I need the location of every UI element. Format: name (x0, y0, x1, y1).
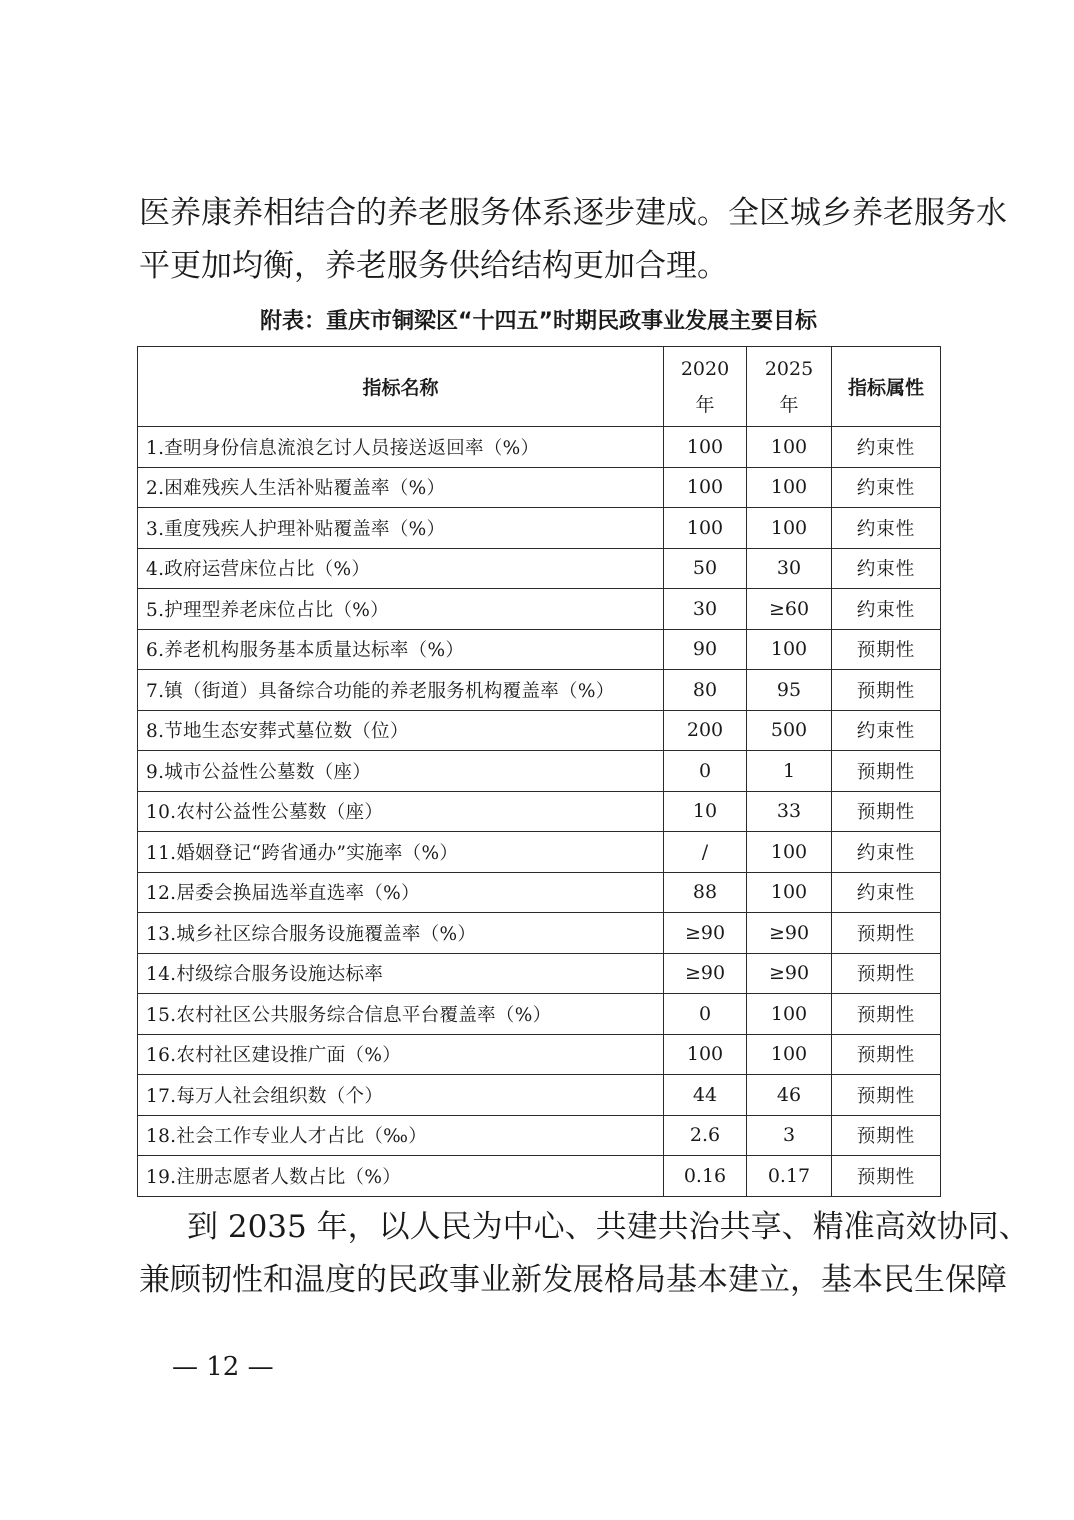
table-row (138, 589, 941, 630)
table-row (138, 427, 941, 468)
value-2025-cell: 100 (747, 427, 832, 468)
value-2020-cell: 0 (664, 751, 747, 792)
table-row (138, 508, 941, 549)
value-2020-cell: 0 (664, 994, 747, 1035)
value-2025-cell: 100 (747, 508, 832, 549)
header-year-2025-unit: 年 (779, 393, 799, 416)
indicator-attribute-cell: 预期性 (832, 1115, 941, 1156)
indicator-name-cell: 12.居委会换届选举直选率（%） (138, 872, 664, 913)
value-2025-cell: 33 (747, 791, 832, 832)
indicator-attribute-cell: 预期性 (832, 1075, 941, 1116)
value-2020-cell: 80 (664, 670, 747, 711)
table-title: 附表：重庆市铜梁区“十四五”时期民政事业发展主要目标 (260, 309, 817, 334)
indicator-name-cell: 3.重度残疾人护理补贴覆盖率（%） (138, 508, 664, 549)
targets-table (137, 346, 941, 1197)
closing-line-2: 兼顾韧性和温度的民政事业新发展格局基本建立，基本民生保障 (139, 1262, 1007, 1298)
indicator-attribute-cell: 预期性 (832, 751, 941, 792)
table-row (138, 994, 941, 1035)
table-row (138, 548, 941, 589)
table-header-row (138, 347, 941, 427)
value-2020-cell: 44 (664, 1075, 747, 1116)
indicator-name-cell: 1.查明身份信息流浪乞讨人员接送返回率（%） (138, 427, 664, 468)
indicator-name-cell: 7.镇（街道）具备综合功能的养老服务机构覆盖率（%） (138, 670, 664, 711)
header-year-2025 (747, 347, 832, 427)
value-2020-cell: 100 (664, 508, 747, 549)
indicator-name-cell: 4.政府运营床位占比（%） (138, 548, 664, 589)
value-2020-cell: 100 (664, 1034, 747, 1075)
value-2020-cell: ≥90 (664, 953, 747, 994)
indicator-name-cell: 18.社会工作专业人才占比（‰） (138, 1115, 664, 1156)
header-year-2020-number: 2020 (680, 357, 730, 380)
indicator-name-cell: 17.每万人社会组织数（个） (138, 1075, 664, 1116)
table-row (138, 1156, 941, 1197)
value-2025-cell: 500 (747, 710, 832, 751)
indicator-attribute-cell: 约束性 (832, 508, 941, 549)
indicator-attribute-cell: 约束性 (832, 548, 941, 589)
indicator-name-cell: 8.节地生态安葬式墓位数（位） (138, 710, 664, 751)
value-2025-cell: 100 (747, 1034, 832, 1075)
intro-line-1: 医养康养相结合的养老服务体系逐步建成。全区城乡养老服务水 (139, 195, 1007, 231)
value-2025-cell: ≥60 (747, 589, 832, 630)
value-2020-cell: 200 (664, 710, 747, 751)
table-row (138, 913, 941, 954)
table-row (138, 832, 941, 873)
value-2025-cell: 30 (747, 548, 832, 589)
value-2025-cell: 100 (747, 832, 832, 873)
indicator-name-cell: 10.农村公益性公墓数（座） (138, 791, 664, 832)
table-row (138, 1115, 941, 1156)
indicator-name-cell: 11.婚姻登记“跨省通办”实施率（%） (138, 832, 664, 873)
table-row (138, 953, 941, 994)
value-2020-cell: 50 (664, 548, 747, 589)
table-row (138, 1034, 941, 1075)
indicator-name-cell: 13.城乡社区综合服务设施覆盖率（%） (138, 913, 664, 954)
indicator-attribute-cell: 约束性 (832, 832, 941, 873)
table-body (138, 427, 941, 1197)
indicator-name-cell: 6.养老机构服务基本质量达标率（%） (138, 629, 664, 670)
indicator-name-cell: 19.注册志愿者人数占比（%） (138, 1156, 664, 1197)
value-2020-cell: ≥90 (664, 913, 747, 954)
indicator-attribute-cell: 约束性 (832, 467, 941, 508)
value-2020-cell: 0.16 (664, 1156, 747, 1197)
indicator-name-cell: 9.城市公益性公墓数（座） (138, 751, 664, 792)
value-2025-cell: 100 (747, 467, 832, 508)
table-row (138, 629, 941, 670)
indicator-name-cell: 15.农村社区公共服务综合信息平台覆盖率（%） (138, 994, 664, 1035)
table-row (138, 467, 941, 508)
indicator-attribute-cell: 预期性 (832, 913, 941, 954)
indicator-attribute-cell: 预期性 (832, 1034, 941, 1075)
value-2025-cell: 100 (747, 994, 832, 1035)
table-row (138, 791, 941, 832)
header-year-2020 (664, 347, 747, 427)
value-2020-cell: 30 (664, 589, 747, 630)
value-2025-cell: 95 (747, 670, 832, 711)
indicator-name-cell: 16.农村社区建设推广面（%） (138, 1034, 664, 1075)
page-number: — 12 — (172, 1352, 274, 1382)
indicator-attribute-cell: 预期性 (832, 629, 941, 670)
value-2025-cell: 3 (747, 1115, 832, 1156)
value-2020-cell: / (664, 832, 747, 873)
value-2025-cell: 100 (747, 629, 832, 670)
value-2020-cell: 88 (664, 872, 747, 913)
indicator-name-cell: 2.困难残疾人生活补贴覆盖率（%） (138, 467, 664, 508)
value-2020-cell: 100 (664, 427, 747, 468)
table-row (138, 710, 941, 751)
table-row (138, 751, 941, 792)
header-indicator-attribute: 指标属性 (832, 347, 941, 427)
header-year-2025-number: 2025 (764, 357, 814, 380)
table-row (138, 872, 941, 913)
value-2025-cell: 100 (747, 872, 832, 913)
value-2025-cell: 1 (747, 751, 832, 792)
value-2020-cell: 90 (664, 629, 747, 670)
value-2020-cell: 100 (664, 467, 747, 508)
indicator-name-cell: 14.村级综合服务设施达标率 (138, 953, 664, 994)
indicator-attribute-cell: 预期性 (832, 994, 941, 1035)
value-2025-cell: 0.17 (747, 1156, 832, 1197)
indicator-attribute-cell: 约束性 (832, 589, 941, 630)
value-2025-cell: ≥90 (747, 913, 832, 954)
value-2020-cell: 2.6 (664, 1115, 747, 1156)
table-row (138, 1075, 941, 1116)
value-2025-cell: ≥90 (747, 953, 832, 994)
indicator-name-cell: 5.护理型养老床位占比（%） (138, 589, 664, 630)
table-row (138, 670, 941, 711)
value-2025-cell: 46 (747, 1075, 832, 1116)
indicator-attribute-cell: 预期性 (832, 670, 941, 711)
indicator-attribute-cell: 约束性 (832, 710, 941, 751)
value-2020-cell: 10 (664, 791, 747, 832)
header-year-2020-unit: 年 (695, 393, 715, 416)
indicator-attribute-cell: 预期性 (832, 1156, 941, 1197)
intro-line-2: 平更加均衡，养老服务供给结构更加合理。 (139, 248, 728, 284)
header-indicator-name: 指标名称 (138, 347, 664, 427)
indicator-attribute-cell: 预期性 (832, 791, 941, 832)
closing-line-1: 到 2035 年，以人民为中心、共建共治共享、精准高效协同、 (187, 1209, 1030, 1245)
indicator-attribute-cell: 预期性 (832, 953, 941, 994)
indicator-attribute-cell: 约束性 (832, 427, 941, 468)
indicator-attribute-cell: 约束性 (832, 872, 941, 913)
